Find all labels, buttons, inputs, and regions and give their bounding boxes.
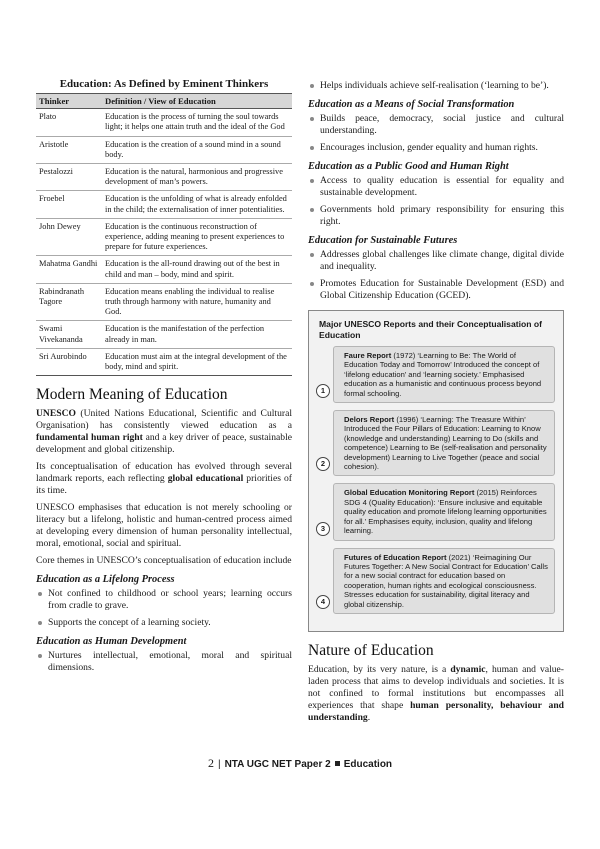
page-footer [0, 756, 600, 771]
text-span: , human and value-laden process that aims to develop individuals and societies. It is not confined to formal institutions but encompasses all experiences that shape [308, 663, 564, 711]
column-header-definition: Definition / View of Education [102, 94, 292, 109]
thinker-name: Sri Aurobindo [36, 348, 102, 375]
subheading-public-good: Education as a Public Good and Human Right [308, 161, 509, 172]
report-card [320, 548, 555, 614]
bullet-icon [310, 117, 314, 121]
emphasis-term: global educational [167, 473, 244, 485]
bullet-list [308, 249, 564, 302]
bullet-list [308, 80, 564, 92]
bullet-icon [310, 282, 314, 286]
text-span: . [367, 711, 371, 723]
bullet-list [36, 650, 292, 674]
table-row [36, 136, 292, 163]
table-row [36, 256, 292, 283]
thinker-name: Rabindranath Tagore [36, 283, 102, 321]
thinker-definition: Education is the continuous reconstruction of experience, adding meaning to present experiences to prepare for future experiences. [102, 218, 292, 256]
report-card [320, 483, 555, 540]
subheading-sustainable-futures: Education for Sustainable Futures [308, 235, 458, 246]
list-item-text: Encourages inclusion, gender equality and human rights. [320, 142, 538, 153]
paragraph-unesco-emphasis: UNESCO emphasises that education is not merely schooling or literacy but a lifelong, holistic and human-centred process aimed at developing every dimension of human personality intellectual, moral, emotional, social and spiritual. [36, 502, 292, 550]
bullet-list [308, 175, 564, 228]
bullet-icon [310, 84, 314, 88]
list-item-text: Governments hold primary responsibility for ensuring this right. [320, 204, 564, 227]
bullet-icon [310, 146, 314, 150]
report-text: (1996) ‘Learning: The Treasure Within’ Introduced the Four Pillars of Education: Learning to Know (knowledge and understanding) Learning to Do (skills and competence) Learning to Be (self-realisation and personality development) Learning to Live Together (peace and social cohesion). [344, 415, 547, 472]
table-row [36, 348, 292, 375]
report-text: (2015) Reinforces SDG 4 (Quality Education): ‘Ensure inclusive and equitable quality education and promote lifelong learning opportunities for all.’ Emphasises equity, inclusion, quality and lifelong learning. [344, 488, 547, 536]
thinker-name: Plato [36, 109, 102, 136]
list-item [36, 650, 292, 674]
table-title: Education: As Defined by Eminent Thinkers [59, 78, 269, 90]
bullet-list [36, 588, 292, 629]
list-item-text: Nurtures intellectual, emotional, moral and spiritual dimensions. [48, 650, 292, 674]
table-row [36, 191, 292, 218]
text-span: priorities of its time. [36, 473, 292, 497]
report-text: (1972) ‘Learning to Be: The World of Education Today and Tomorrow’ Introduced the concept of ‘lifelong education’ and ‘learning society.’ Emphasised education as a humanistic and continuous process beyond formal schooling. [344, 351, 542, 398]
column-header-thinker: Thinker [36, 94, 102, 109]
list-item-text: Access to quality education is essential for equality and sustainable development. [320, 175, 564, 198]
report-name: Delors Report [344, 415, 395, 425]
list-item-text: Supports the concept of a learning society. [48, 617, 211, 629]
thinker-name: Aristotle [36, 136, 102, 163]
bullet-icon [310, 179, 314, 183]
thinker-definition: Education is the process of turning the soul towards light; it helps one attain truth and the ideal of the God [102, 109, 292, 136]
list-item [308, 175, 564, 199]
bullet-list [308, 113, 564, 154]
list-item-text: Promotes Education for Sustainable Development (ESD) and Global Citizenship Education (GCED). [320, 278, 564, 301]
list-item [308, 278, 564, 302]
subheading-human-development: Education as Human Development [36, 636, 187, 648]
section-heading-nature: Nature of Education [308, 641, 434, 659]
thinker-definition: Education is the manifestation of the perfection already in man. [102, 321, 292, 348]
table-row [36, 321, 292, 348]
table-header-row [36, 94, 292, 109]
paragraph-core-themes: Core themes in UNESCO’s conceptualisation of education include [36, 555, 292, 567]
subheading-social-transformation: Education as a Means of Social Transformation [308, 99, 515, 110]
report-card [320, 410, 555, 476]
table-row [36, 164, 292, 191]
subheading-lifelong: Education as a Lifelong Process [36, 574, 175, 586]
report-number-badge: 2 [316, 457, 330, 471]
thinker-name: Swami Vivekananda [36, 321, 102, 348]
list-item-text: Builds peace, democracy, social justice and cultural understanding. [320, 113, 564, 136]
list-item [36, 588, 292, 612]
paragraph-unesco-intro [36, 408, 292, 456]
report-name: Faure Report [344, 351, 392, 360]
emphasis-term: dynamic [450, 663, 486, 675]
report-text: (2021) ‘Reimagining Our Futures Together: A New Social Contract for Education’ Calls for a new social contract for education based on cooperation, human rights and ecological consciousness. Stresses education for sustainability, digital literacy and global citizenship. [344, 552, 548, 609]
list-item-text: Not confined to childhood or school years; learning occurs from cradle to grave. [48, 588, 292, 612]
thinker-name: Froebel [36, 191, 102, 218]
list-item [308, 80, 564, 92]
thinker-name: Mahatma Gandhi [36, 256, 102, 283]
table-row [36, 218, 292, 256]
thinker-definition: Education is the all-round drawing out of the best in child and man – body, mind and spirit. [102, 256, 292, 283]
bullet-icon [310, 253, 314, 257]
text-span: and a key driver of peace, sustainable development and global citizenship. [36, 432, 292, 456]
section-heading-modern-meaning: Modern Meaning of Education [36, 386, 228, 404]
bullet-icon [38, 654, 42, 658]
page-number: 2 [207, 756, 214, 770]
right-column [308, 80, 564, 729]
report-number-badge: 1 [316, 384, 330, 398]
thinker-definition: Education is the natural, harmonious and progressive development of man’s powers. [102, 164, 292, 191]
list-item-text: Addresses global challenges like climate change, digital divide and inequality. [320, 249, 564, 272]
emphasis-term: human personality, behaviour and understanding [308, 699, 564, 723]
report-number-badge: 4 [316, 595, 330, 609]
report-card [320, 346, 555, 403]
report-number-badge: 3 [316, 522, 330, 536]
paragraph-conceptualisation [36, 461, 292, 497]
table-row [36, 283, 292, 321]
text-span: (United Nations Educational, Scientific and Cultural Organisation) has consistently viewed education as a [36, 408, 292, 432]
thinker-definition: Education is the unfolding of what is already enfolded in the child; the externalisation of inner potentialities. [102, 191, 292, 218]
bullet-icon [38, 592, 42, 596]
list-item [308, 142, 564, 154]
thinker-definition: Education must aim at the integral development of the body, mind and spirit. [102, 348, 292, 375]
thinker-definition: Education means enabling the individual to realise truth through harmony with nature, humanity and God. [102, 283, 292, 321]
list-item [308, 204, 564, 228]
left-column [36, 78, 292, 679]
list-item [308, 249, 564, 273]
bullet-icon [310, 208, 314, 212]
emphasis-term: fundamental human right [36, 432, 143, 444]
bullet-icon [38, 621, 42, 625]
list-item [36, 617, 292, 629]
thinkers-table [36, 93, 292, 376]
report-name: Global Education Monitoring Report [344, 488, 475, 498]
footer-separator: | [217, 759, 221, 770]
square-bullet-icon [335, 761, 340, 766]
list-item-text: Helps individuals achieve self-realisation (‘learning to be’). [320, 80, 549, 91]
report-name: Futures of Education Report [344, 552, 447, 562]
table-row [36, 109, 292, 136]
thinker-name: Pestalozzi [36, 164, 102, 191]
footer-series: NTA UGC NET Paper 2 [224, 759, 331, 770]
paragraph-nature [308, 664, 564, 724]
box-title: Major UNESCO Reports and their Conceptualisation of Education [319, 319, 542, 340]
list-item [308, 113, 564, 137]
text-span: Its conceptualisation of education has evolved through several landmark reports, each reflecting [36, 461, 292, 485]
thinker-definition: Education is the creation of a sound mind in a sound body. [102, 136, 292, 163]
text-span: Education, by its very nature, is a [308, 663, 451, 675]
unesco-reports-box [308, 310, 564, 632]
footer-subject: Education [343, 759, 393, 770]
thinker-name: John Dewey [36, 218, 102, 256]
unesco-term: UNESCO [36, 408, 76, 420]
